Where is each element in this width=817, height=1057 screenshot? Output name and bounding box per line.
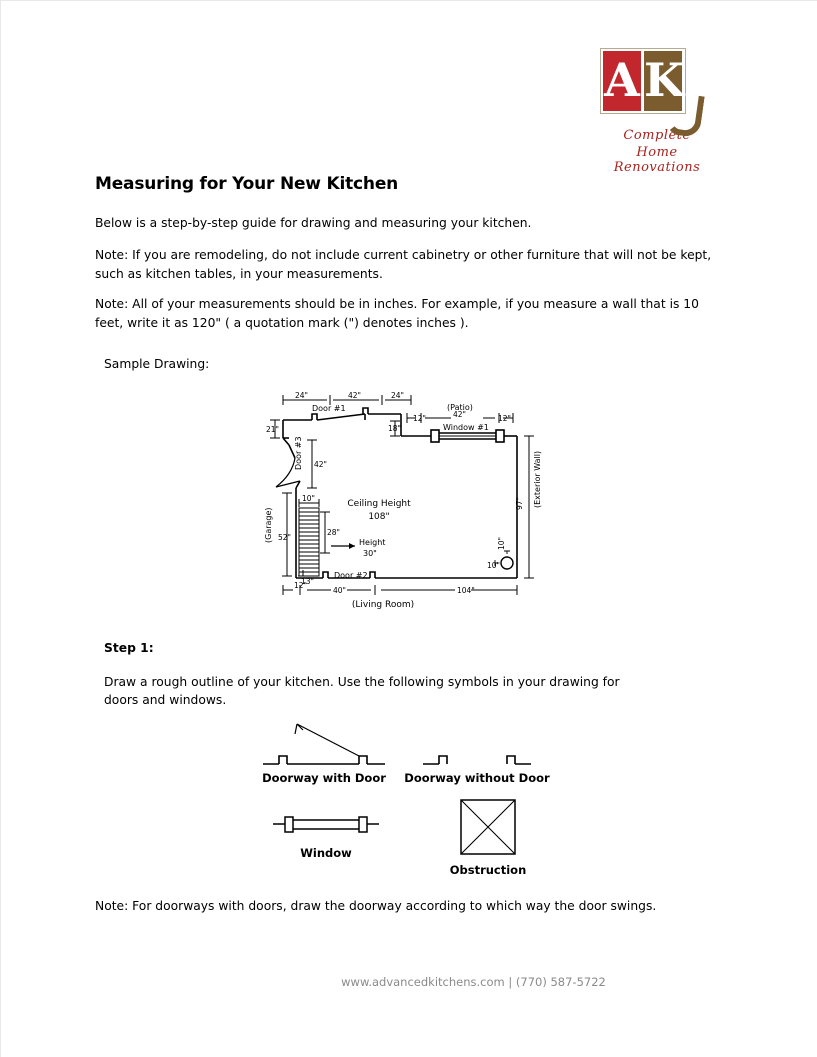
label-height-line1: Height [359, 538, 386, 547]
door2-jamb-left [323, 572, 328, 578]
label-window1: Window #1 [443, 423, 489, 432]
plan-obstruction-hatch [299, 508, 319, 576]
symbol-legend [255, 712, 575, 894]
logo-tagline-line2: Home Renovations [613, 145, 701, 175]
label-door1: Door #1 [312, 404, 346, 413]
doorway-without-door-symbol [423, 756, 531, 764]
sample-floor-plan-diagram [255, 388, 555, 624]
label-patio: (Patio) [447, 403, 473, 412]
logo-tagline-line1: Complete [623, 128, 691, 143]
doorway-with-door-label: Doorway with Door [262, 771, 386, 785]
label-height-line2: 30" [363, 549, 377, 558]
dim-window-3: 12" [498, 414, 511, 423]
logo-letter-a: A [604, 53, 640, 107]
dim-18: 18" [388, 424, 401, 433]
window-label: Window [300, 846, 352, 860]
dim-door3-42: 42" [314, 460, 327, 469]
dim-top-3: 24" [391, 391, 404, 400]
dim-top-2: 42" [348, 391, 361, 400]
label-door3: Door #3 [294, 436, 303, 470]
plan-column-symbol [501, 557, 513, 569]
dim-left-21: 21" [266, 425, 279, 434]
step1-heading: Step 1: [104, 641, 154, 655]
obstruction-symbol [461, 800, 515, 854]
dim-column-a: 10" [487, 561, 500, 570]
dim-bottom-1: 12" [294, 581, 307, 590]
dim-obstruction-13: 13" [301, 577, 314, 586]
sample-drawing-label: Sample Drawing: [104, 357, 210, 371]
label-ceiling-line1: Ceiling Height [347, 499, 411, 509]
note-paragraph-2: Note: All of your measurements should be in inches. For example, if you measure a wall that is 10 feet, write it as 120" ( a quotation mark (") denotes inches ). [95, 297, 699, 330]
window1-jamb-left [431, 430, 439, 442]
label-garage: (Garage) [264, 507, 273, 543]
dim-window-2: 42" [453, 410, 466, 419]
dim-window-1: 12" [413, 414, 426, 423]
step1-body: Draw a rough outline of your kitchen. Use the following symbols in your drawing for doors and windows. [104, 675, 620, 707]
door1-jamb-right [363, 408, 368, 414]
window-symbol [273, 817, 379, 832]
logo-tagline [592, 128, 722, 175]
door2-jamb-right [370, 572, 375, 578]
dim-obstruction-width: 10" [302, 494, 315, 503]
dim-obstruction-28: 28" [327, 528, 340, 537]
dim-bottom-2: 40" [333, 586, 346, 595]
label-door2: Door #2 [334, 571, 368, 580]
intro-paragraph: Below is a step-by-step guide for drawing and measuring your kitchen. [95, 216, 532, 230]
door1-panel [317, 414, 365, 420]
label-exterior-wall: (Exterior Wall) [533, 450, 542, 508]
dim-top-1: 24" [295, 391, 308, 400]
door1-jamb-left [312, 414, 317, 420]
logo-mark [600, 48, 692, 118]
label-living-room: (Living Room) [351, 600, 415, 610]
wall-angled-upper2 [283, 438, 289, 445]
window1-jamb-right [496, 430, 504, 442]
doorway-without-door-label: Doorway without Door [404, 771, 550, 785]
company-logo [592, 48, 722, 175]
final-note: Note: For doorways with doors, draw the doorway according to which way the door swings. [95, 899, 657, 913]
doorway-with-door-symbol [263, 724, 385, 764]
obstruction-label: Obstruction [449, 863, 527, 877]
page-title: Measuring for Your New Kitchen [95, 174, 399, 194]
logo-letter-k: K [644, 53, 684, 107]
label-ceiling-line2: 108" [368, 512, 390, 522]
footer-contact: www.advancedkitchens.com | (770) 587-5722 [341, 975, 606, 989]
note-paragraph-1: Note: If you are remodeling, do not include current cabinetry or other furniture that will not be kept, such as kitchen tables, in your measurements. [95, 248, 712, 281]
dim-bottom-3: 104" [457, 586, 475, 595]
dim-column-b: 10" [497, 537, 506, 550]
dim-right-97: 97" [515, 497, 524, 510]
dim-garage-52: 52" [278, 533, 291, 542]
